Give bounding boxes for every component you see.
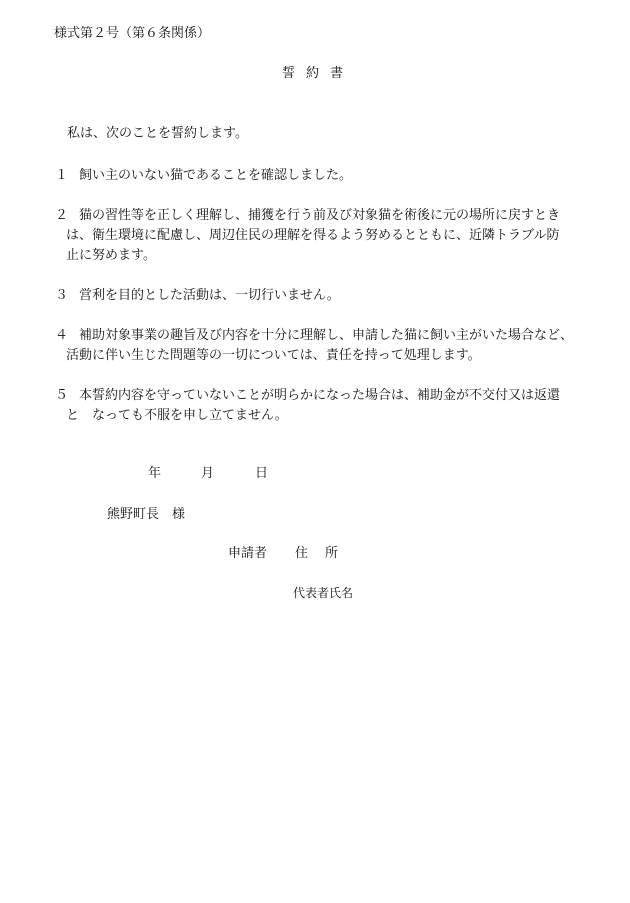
addressee: 熊野町長 bbox=[107, 507, 160, 522]
item-number-5: ５ bbox=[55, 388, 69, 403]
intro-text: 私は、次のことを誓約します。 bbox=[67, 126, 248, 141]
address-label: 住所 bbox=[295, 546, 356, 561]
item-5-line-2: と なっても不服を申し立てません。 bbox=[66, 408, 288, 423]
item-3-line-1: 営利を目的とした活動は、一切行いません。 bbox=[79, 288, 340, 303]
item-number-2: ２ bbox=[55, 208, 69, 223]
date-month-label: 月 bbox=[201, 466, 215, 481]
item-number-3: ３ bbox=[55, 288, 69, 303]
item-4-line-1: 補助対象事業の趣旨及び内容を十分に理解し、申請した猫に飼い主がいた場合など、 bbox=[79, 328, 574, 343]
representative-name-label: 代表者氏名 bbox=[293, 586, 354, 600]
item-1-line-1: 飼い主のいない猫であることを確認しました。 bbox=[79, 168, 353, 183]
item-2-line-2: は、衛生環境に配慮し、周辺住民の理解を得るよう努めるとともに、近隣トラブル防 bbox=[66, 228, 560, 243]
form-number: 様式第２号（第６条関係） bbox=[54, 26, 211, 41]
item-number-4: ４ bbox=[55, 328, 69, 343]
addressee-honorific: 様 bbox=[172, 507, 186, 522]
item-4-line-2: 活動に伴い生じた問題等の一切については、責任を持って処理します。 bbox=[66, 348, 481, 363]
item-2-line-3: 止に努めます。 bbox=[66, 248, 156, 263]
document-title: 誓約書 bbox=[282, 66, 355, 81]
applicant-label: 申請者 bbox=[228, 546, 268, 561]
date-day-label: 日 bbox=[255, 466, 269, 481]
item-number-1: １ bbox=[55, 168, 69, 183]
item-2-line-1: 猫の習性等を正しく理解し、捕獲を行う前及び対象猫を術後に元の場所に戻すとき bbox=[79, 208, 561, 223]
item-5-line-1: 本誓約内容を守っていないことが明らかになった場合は、補助金が不交付又は返還 bbox=[79, 388, 561, 403]
date-year-label: 年 bbox=[148, 466, 162, 481]
